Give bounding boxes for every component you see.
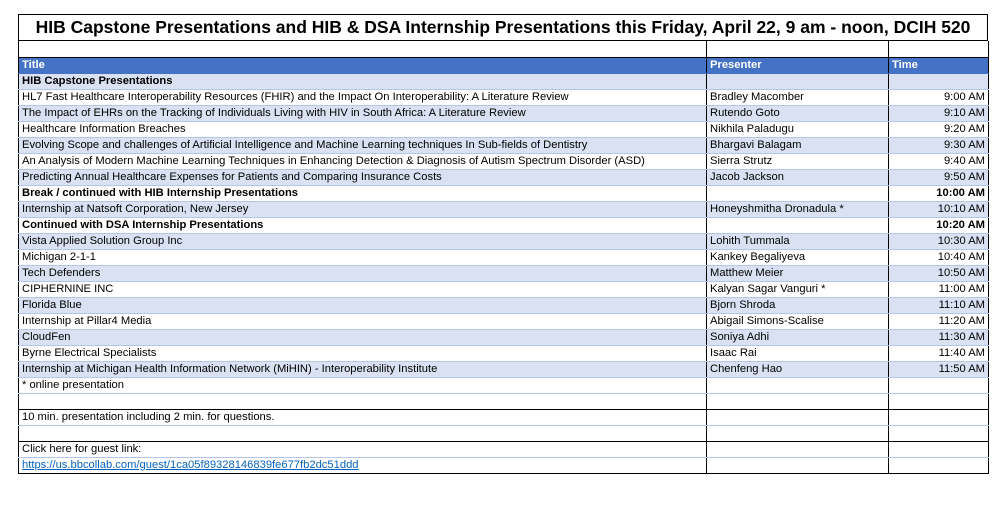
table-row (19, 361, 989, 377)
guest-label-row (19, 441, 989, 457)
table-row (19, 169, 989, 185)
blank-row (19, 41, 989, 57)
duration-note: 10 min. presentation including 2 min. for questions. (19, 409, 707, 425)
table-row (19, 297, 989, 313)
row-title: An Analysis of Modern Machine Learning Techniques in Enhancing Detection & Diagnosis of Autism Spectrum Disorder (ASD) (19, 153, 707, 169)
schedule-sheet (18, 14, 988, 474)
table-row (19, 89, 989, 105)
row-presenter: Bhargavi Balagam (707, 137, 889, 153)
row-presenter (707, 217, 889, 233)
row-time: 9:20 AM (889, 121, 989, 137)
blank-row (19, 425, 989, 441)
row-title: Tech Defenders (19, 265, 707, 281)
row-time: 9:10 AM (889, 105, 989, 121)
row-presenter: Sierra Strutz (707, 153, 889, 169)
row-title: CIPHERNINE INC (19, 281, 707, 297)
table-row (19, 345, 989, 361)
row-presenter: Chenfeng Hao (707, 361, 889, 377)
guest-link[interactable]: https://us.bbcollab.com/guest/1ca05f89328146839fe677fb2dc51ddd (22, 458, 359, 471)
row-presenter: Soniya Adhi (707, 329, 889, 345)
row-presenter (707, 185, 889, 201)
row-title: Continued with DSA Internship Presentations (19, 217, 707, 233)
row-presenter (707, 73, 889, 89)
row-presenter: Abigail Simons-Scalise (707, 313, 889, 329)
row-title: Byrne Electrical Specialists (19, 345, 707, 361)
row-title: Internship at Michigan Health Information Network (MiHIN) - Interoperability Institute (19, 361, 707, 377)
online-note: * online presentation (19, 377, 707, 393)
guest-link-row (19, 457, 989, 473)
row-time: 11:30 AM (889, 329, 989, 345)
row-title: Predicting Annual Healthcare Expenses for Patients and Comparing Insurance Costs (19, 169, 707, 185)
row-presenter: Rutendo Goto (707, 105, 889, 121)
table-row (19, 201, 989, 217)
row-presenter: Matthew Meier (707, 265, 889, 281)
row-title: HIB Capstone Presentations (19, 73, 707, 89)
sheet-title: HIB Capstone Presentations and HIB & DSA Internship Presentations this Friday, April 22, 9 am - noon, DCIH 520 (18, 14, 988, 41)
table-row (19, 153, 989, 169)
section-row (19, 185, 989, 201)
row-presenter: Bradley Macomber (707, 89, 889, 105)
online-note-row (19, 377, 989, 393)
section-row (19, 217, 989, 233)
row-title: Internship at Pillar4 Media (19, 313, 707, 329)
row-presenter: Bjorn Shroda (707, 297, 889, 313)
blank-row (19, 393, 989, 409)
table-row (19, 265, 989, 281)
row-presenter: Kalyan Sagar Vanguri * (707, 281, 889, 297)
row-presenter: Isaac Rai (707, 345, 889, 361)
row-presenter: Kankey Begaliyeva (707, 249, 889, 265)
row-title: Internship at Natsoft Corporation, New Jersey (19, 201, 707, 217)
guest-link-label: Click here for guest link: (19, 441, 707, 457)
table-row (19, 121, 989, 137)
row-time (889, 73, 989, 89)
row-title: Healthcare Information Breaches (19, 121, 707, 137)
row-time: 11:10 AM (889, 297, 989, 313)
row-title: CloudFen (19, 329, 707, 345)
row-time: 9:00 AM (889, 89, 989, 105)
row-time: 10:40 AM (889, 249, 989, 265)
section-row (19, 73, 989, 89)
row-time: 10:50 AM (889, 265, 989, 281)
row-time: 10:20 AM (889, 217, 989, 233)
row-presenter: Honeyshmitha Dronadula * (707, 201, 889, 217)
row-time: 11:50 AM (889, 361, 989, 377)
row-time: 11:00 AM (889, 281, 989, 297)
row-title: The Impact of EHRs on the Tracking of Individuals Living with HIV in South Africa: A Literature Review (19, 105, 707, 121)
row-title: Michigan 2-1-1 (19, 249, 707, 265)
row-time: 10:00 AM (889, 185, 989, 201)
row-time: 11:20 AM (889, 313, 989, 329)
table-row (19, 105, 989, 121)
row-presenter: Lohith Tummala (707, 233, 889, 249)
header-title: Title (19, 57, 707, 73)
row-time: 10:10 AM (889, 201, 989, 217)
header-row (19, 57, 989, 73)
row-title: Florida Blue (19, 297, 707, 313)
table-row (19, 313, 989, 329)
table-row (19, 137, 989, 153)
row-time: 9:50 AM (889, 169, 989, 185)
duration-note-row (19, 409, 989, 425)
header-presenter: Presenter (707, 57, 889, 73)
row-title: Evolving Scope and challenges of Artificial Intelligence and Machine Learning techniques In Sub-fields of Dentistry (19, 137, 707, 153)
row-title: Break / continued with HIB Internship Presentations (19, 185, 707, 201)
row-presenter: Nikhila Paladugu (707, 121, 889, 137)
table-row (19, 329, 989, 345)
schedule-table (18, 41, 989, 474)
table-row (19, 249, 989, 265)
row-title: HL7 Fast Healthcare Interoperability Resources (FHIR) and the Impact On Interoperability: A Literature Review (19, 89, 707, 105)
row-time: 9:40 AM (889, 153, 989, 169)
header-time: Time (889, 57, 989, 73)
row-title: Vista Applied Solution Group Inc (19, 233, 707, 249)
row-time: 11:40 AM (889, 345, 989, 361)
row-presenter: Jacob Jackson (707, 169, 889, 185)
row-time: 10:30 AM (889, 233, 989, 249)
table-row (19, 281, 989, 297)
table-row (19, 233, 989, 249)
row-time: 9:30 AM (889, 137, 989, 153)
